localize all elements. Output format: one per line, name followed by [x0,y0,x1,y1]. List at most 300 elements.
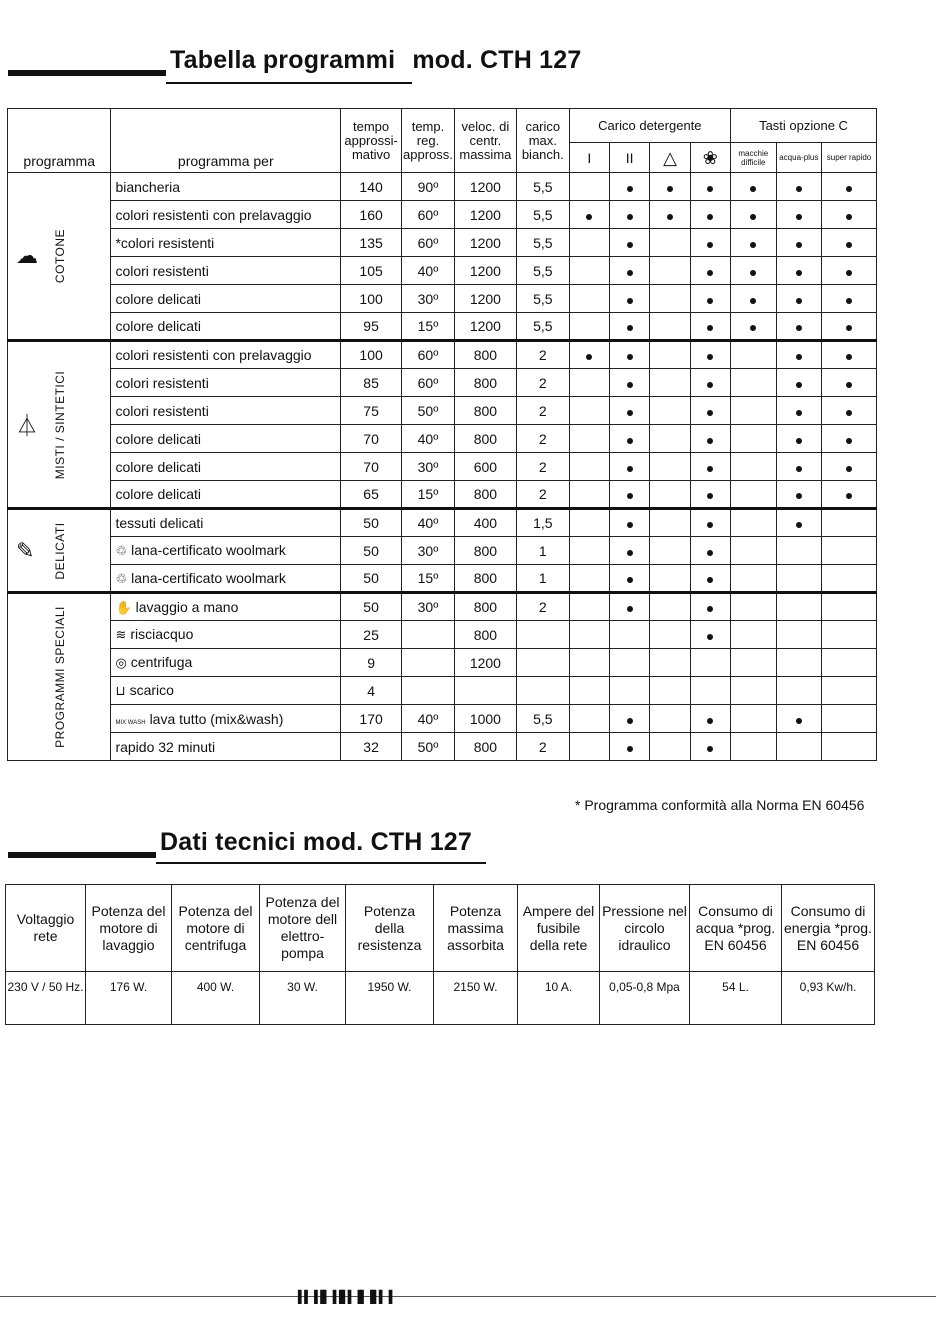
value-veloc: 800 [454,341,516,369]
cotton-icon: ☁ [16,243,38,268]
program-name [111,453,341,481]
tech-value: 230 V / 50 Hz. [6,972,86,1025]
mark-cell [610,705,650,733]
dot-mark [627,354,633,360]
dot-mark [796,466,802,472]
mark-cell [776,201,822,229]
dot-mark [707,466,713,472]
dot-mark [707,438,713,444]
dot-mark [707,242,713,248]
program-name-text: colore delicati [115,486,202,502]
mark-cell [690,285,730,313]
mark-cell [822,201,877,229]
program-name-text: rapido 32 minuti [115,738,216,755]
dot-mark [796,438,802,444]
dot-mark [846,410,852,416]
mark-cell [731,369,777,397]
value-tempo: 50 [341,593,402,621]
program-name [111,649,341,677]
tech-value: 30 W. [260,972,346,1025]
mark-cell [822,705,877,733]
mark-cell [569,677,609,705]
dot-mark [796,354,802,360]
table-row [8,509,877,537]
value-tempo: 100 [341,341,402,369]
mark-cell [569,705,609,733]
program-name-text: scarico [129,682,174,698]
mark-cell [650,397,690,425]
mark-cell [731,173,777,201]
mark-cell [610,201,650,229]
mark-cell [569,565,609,593]
mark-cell [690,537,730,565]
value-carico: 2 [516,425,569,453]
dot-mark [796,298,802,304]
mark-cell [650,173,690,201]
value-veloc: 1200 [454,313,516,341]
mark-cell [650,621,690,649]
mark-cell [731,593,777,621]
mark-cell [776,621,822,649]
mark-cell [822,257,877,285]
header-programma-per-text: programma per [177,153,274,169]
value-temp: 30º [402,537,455,565]
mark-cell [610,229,650,257]
mark-cell [569,621,609,649]
program-name-text: colori resistenti con prelavaggio [115,206,312,223]
table-row [8,593,877,621]
header-tempo: tempo approssi-mativo [341,109,402,173]
header-det-4: ❀ [690,143,730,173]
mark-cell [650,649,690,677]
table-row [8,313,877,341]
dot-mark [707,354,713,360]
value-tempo: 170 [341,705,402,733]
mark-cell [690,481,730,509]
mark-cell [569,649,609,677]
value-tempo: 140 [341,173,402,201]
table-row [8,481,877,509]
value-carico [516,677,569,705]
dot-mark [707,270,713,276]
mark-cell [731,341,777,369]
program-icon: ◎ [115,655,127,670]
dot-mark [627,214,633,220]
mark-cell [650,229,690,257]
program-name-text: risciacquo [130,626,194,642]
program-icon: MIX WASH [115,719,146,726]
mark-cell [569,397,609,425]
group-cell [8,173,111,341]
page-title-programs [170,46,581,75]
header-tasti-opzione: Tasti opzione C [731,109,877,143]
header-opt-rapido: super rapido [822,143,877,173]
tech-header: Potenza del motore dell elettro-pompa [260,885,346,972]
dot-mark [707,298,713,304]
value-tempo: 70 [341,425,402,453]
mark-cell [731,257,777,285]
mark-cell [610,733,650,761]
table-row [8,649,877,677]
mark-cell [650,285,690,313]
value-carico: 5,5 [516,705,569,733]
mark-cell [569,285,609,313]
mark-cell [610,453,650,481]
mark-cell [822,341,877,369]
dot-mark [846,214,852,220]
program-name [111,565,341,593]
mark-cell [650,705,690,733]
program-name-text: *colori resistenti [115,234,215,251]
mark-cell [822,621,877,649]
mark-cell [610,173,650,201]
mark-cell [610,649,650,677]
dot-mark [627,718,633,724]
dot-mark [627,298,633,304]
program-name-text: lava tutto (mix&wash) [149,710,284,727]
header-carico: carico max. bianch. [516,109,569,173]
value-veloc: 800 [454,425,516,453]
mark-cell [690,341,730,369]
value-veloc: 800 [454,397,516,425]
mark-cell [822,397,877,425]
program-name [111,257,341,285]
dot-mark [707,493,713,499]
mark-cell [822,313,877,341]
program-name [111,593,341,621]
mark-cell [731,509,777,537]
tech-header: Potenza massima assorbita [434,885,518,972]
program-icon: ⊔ [115,683,126,698]
mark-cell [650,313,690,341]
mark-cell [569,537,609,565]
table-row [8,257,877,285]
dot-mark [707,634,713,640]
value-temp: 50º [402,733,455,761]
tech-header: Consumo di energia *prog. EN 60456 [782,885,875,972]
value-tempo: 50 [341,509,402,537]
mark-cell [822,733,877,761]
mark-cell [650,677,690,705]
mark-cell [569,453,609,481]
value-temp: 60º [402,201,455,229]
header-det-3: △ [650,143,690,173]
dot-mark [627,242,633,248]
title-underline [166,82,412,84]
mark-cell [731,397,777,425]
dot-mark [707,186,713,192]
value-carico: 2 [516,369,569,397]
mark-cell [650,565,690,593]
value-carico: 2 [516,733,569,761]
value-veloc: 800 [454,369,516,397]
mark-cell [776,481,822,509]
value-tempo: 32 [341,733,402,761]
mark-cell [610,397,650,425]
mark-cell [776,677,822,705]
dot-mark [796,270,802,276]
header-programma [8,109,111,173]
mark-cell [690,565,730,593]
table-row [8,425,877,453]
mark-cell [610,425,650,453]
dot-mark [796,186,802,192]
program-name-text: lana-certificato woolmark [131,542,286,558]
value-carico: 1,5 [516,509,569,537]
value-veloc: 1200 [454,201,516,229]
mark-cell [731,313,777,341]
tech-header: Pressione nel circolo idraulico [600,885,690,972]
tech-value: 0,05-0,8 Mpa [600,972,690,1025]
table-row [8,397,877,425]
value-carico: 2 [516,397,569,425]
dot-mark [627,493,633,499]
dot-mark [627,550,633,556]
dot-mark [750,214,756,220]
mark-cell [822,229,877,257]
header-veloc: veloc. di centr. massima [454,109,516,173]
value-veloc: 400 [454,509,516,537]
dot-mark [707,382,713,388]
program-name [111,313,341,341]
dot-mark [667,186,673,192]
value-carico: 2 [516,593,569,621]
value-veloc: 1000 [454,705,516,733]
header-det-2: II [610,143,650,173]
mark-cell [610,509,650,537]
mark-cell [690,677,730,705]
mark-cell [776,593,822,621]
value-temp [402,649,455,677]
tech-header: Potenza della resistenza [346,885,434,972]
program-icon: ✋ [115,599,132,615]
mark-cell [776,705,822,733]
dot-mark [627,466,633,472]
mark-cell [690,733,730,761]
mark-cell [569,201,609,229]
value-tempo: 105 [341,257,402,285]
dot-mark [707,718,713,724]
value-carico [516,621,569,649]
mark-cell [776,425,822,453]
dot-mark [627,606,633,612]
value-carico: 5,5 [516,173,569,201]
dot-mark [796,718,802,724]
mark-cell [569,229,609,257]
value-veloc: 800 [454,733,516,761]
program-name [111,621,341,649]
header-opt-acqua: acqua-plus [776,143,822,173]
dot-mark [667,214,673,220]
value-tempo: 160 [341,201,402,229]
tech-header: Potenza del motore di centrifuga [172,885,260,972]
title2-underline [156,862,486,864]
mark-cell [650,425,690,453]
table-row [8,453,877,481]
dot-mark [627,577,633,583]
value-tempo: 135 [341,229,402,257]
dot-mark [750,186,756,192]
mark-cell [822,509,877,537]
mark-cell [569,509,609,537]
program-name-text: colore delicati [115,318,202,334]
table-row [8,369,877,397]
mark-cell [690,649,730,677]
dot-mark [796,522,802,528]
tech-value: 176 W. [86,972,172,1025]
header-det-1: I [569,143,609,173]
value-veloc: 1200 [454,649,516,677]
mark-cell [650,481,690,509]
dot-mark [846,493,852,499]
mark-cell [690,705,730,733]
dot-mark [627,270,633,276]
table-row [8,621,877,649]
value-tempo: 65 [341,481,402,509]
dot-mark [846,325,852,331]
value-temp: 15º [402,481,455,509]
tech-value: 400 W. [172,972,260,1025]
value-temp: 30º [402,285,455,313]
group-label: MISTI / SINTETICI [53,370,67,479]
value-tempo: 85 [341,369,402,397]
table-row [8,229,877,257]
program-name-text: colore delicati [115,290,202,307]
value-veloc: 1200 [454,173,516,201]
mark-cell [776,397,822,425]
program-name [111,733,341,761]
program-name [111,229,341,257]
mark-cell [650,733,690,761]
mark-cell [650,257,690,285]
dot-mark [586,354,592,360]
dot-mark [627,410,633,416]
dot-mark [627,746,633,752]
mark-cell [650,201,690,229]
dot-mark [846,298,852,304]
mark-cell [650,369,690,397]
value-carico: 5,5 [516,285,569,313]
table-row [8,677,877,705]
dot-mark [627,438,633,444]
mark-cell [569,733,609,761]
mark-cell [569,481,609,509]
dot-mark [707,522,713,528]
synthetic-icon: ⏃ [16,413,39,438]
program-name-text: tessuti delicati [115,515,204,531]
tech-header: Ampere del fusibile della rete [518,885,600,972]
tech-header: Voltaggio rete [6,885,86,972]
dot-mark [796,493,802,499]
dot-mark [796,214,802,220]
value-temp: 60º [402,369,455,397]
group-cell [8,593,111,761]
mark-cell [776,733,822,761]
value-veloc: 600 [454,453,516,481]
value-tempo: 4 [341,677,402,705]
programs-table [7,108,877,761]
mark-cell [776,285,822,313]
value-veloc: 800 [454,537,516,565]
value-tempo: 50 [341,537,402,565]
value-temp: 40º [402,257,455,285]
mark-cell [731,285,777,313]
table-row [8,201,877,229]
dot-mark [707,410,713,416]
page-title-tech: Dati tecnici mod. CTH 127 [160,828,473,856]
mark-cell [569,425,609,453]
mark-cell [610,565,650,593]
value-temp [402,677,455,705]
table-row [8,341,877,369]
value-carico: 5,5 [516,229,569,257]
program-name [111,201,341,229]
dot-mark [846,438,852,444]
mark-cell [731,565,777,593]
table-row [8,733,877,761]
group-label: COTONE [53,228,67,284]
mark-cell [822,369,877,397]
mark-cell [610,369,650,397]
mark-cell [776,565,822,593]
mark-cell [776,313,822,341]
value-carico: 1 [516,565,569,593]
group-label: PROGRAMMI SPECIALI [53,606,67,748]
mark-cell [569,173,609,201]
bottom-rule [0,1296,936,1297]
mark-cell [731,537,777,565]
program-name-text: lana-certificato woolmark [131,569,286,586]
dot-mark [846,354,852,360]
program-name-text: biancheria [115,178,181,195]
value-carico: 5,5 [516,201,569,229]
mark-cell [776,649,822,677]
mark-cell [822,481,877,509]
table-row [8,565,877,593]
mark-cell [731,677,777,705]
value-veloc: 800 [454,621,516,649]
value-tempo: 100 [341,285,402,313]
value-temp: 40º [402,509,455,537]
mark-cell [822,285,877,313]
tech-value: 54 L. [690,972,782,1025]
program-name [111,509,341,537]
mark-cell [731,229,777,257]
value-carico: 2 [516,341,569,369]
footnote: * Programma conformità alla Norma EN 60456 [575,797,865,813]
dot-mark [627,522,633,528]
dot-mark [796,382,802,388]
table-row [8,537,877,565]
mark-cell [610,481,650,509]
value-tempo: 9 [341,649,402,677]
mark-cell [776,453,822,481]
mark-cell [650,593,690,621]
programs-title-text: Tabella programmi [170,46,396,74]
value-veloc: 800 [454,593,516,621]
mark-cell [822,677,877,705]
value-tempo: 50 [341,565,402,593]
tech-value: 0,93 Kw/h. [782,972,875,1025]
dot-mark [750,298,756,304]
value-carico: 5,5 [516,257,569,285]
mark-cell [690,397,730,425]
mark-cell [822,173,877,201]
mark-cell [731,425,777,453]
dot-mark [707,746,713,752]
program-name [111,173,341,201]
value-temp: 15º [402,313,455,341]
